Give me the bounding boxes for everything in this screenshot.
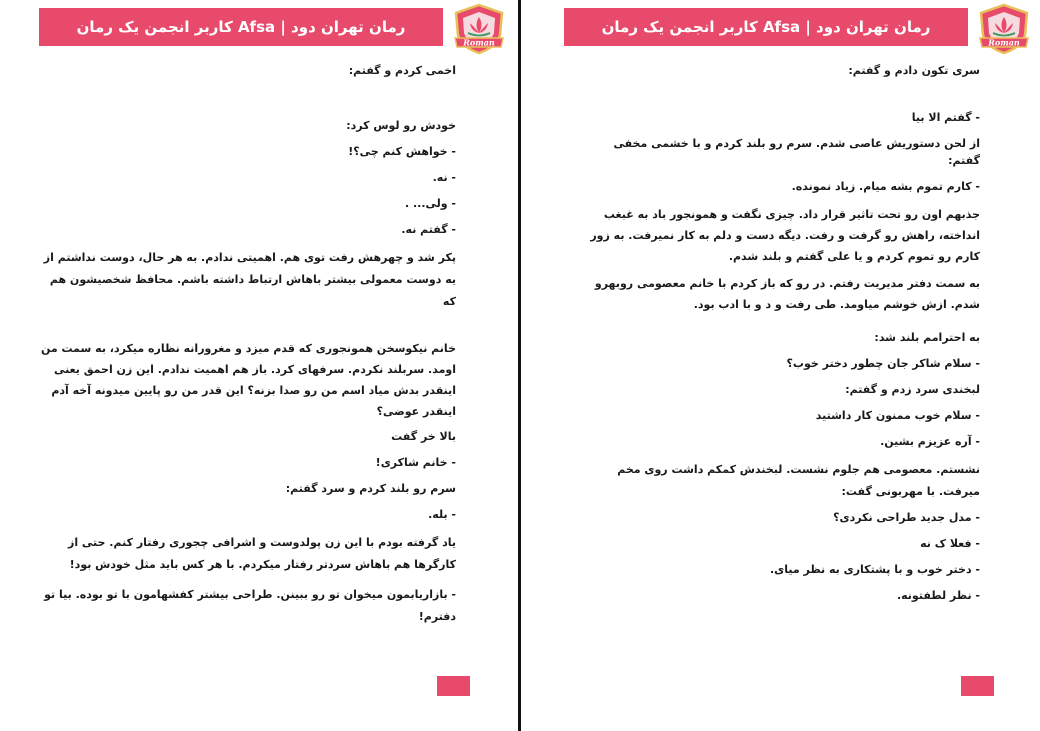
paragraph: خودش رو لوس کرد: [346, 119, 456, 132]
paragraph: - خانم شاکری! [375, 456, 456, 469]
right-page [521, 0, 1040, 731]
paragraph: جذبهم اون رو تحت تاثیر قرار داد. چیزی نگفت و همونجور باد به غبغب انداخته، راهش رو گرفت و رفت. دیگه دست و دلم به کار نمیرفت. به زور کارم رو تموم کردم و یا علی گفتم و بلند شدم. [590, 208, 980, 263]
roman-logo [977, 3, 1031, 55]
paragraph: به سمت دفتر مدیریت رفتم. در رو که باز کردم با خانم معصومی روبهرو شدم. ازش خوشم میاومد. طی رفت و د و با ادب بود. [594, 277, 980, 311]
paragraph: پکر شد و چهرهش رفت توی هم. اهمیتی ندادم. به هر حال، دوست نداشتم از یه دوست معمولی بیشتر باهاش ارتباط داشته باشم. محافظ شخصیشون هم که [43, 251, 456, 308]
paragraph: - کارم تموم بشه میام. زیاد نمونده. [791, 180, 980, 193]
paragraph: - سلام شاکر جان چطور دختر خوب؟ [786, 357, 980, 370]
paragraph: یاد گرفته بودم با این زن پولدوست و اشرافی چجوری رفتار کنم. حتی از کارگرها هم باهاش سردتر رفتار میکردم. با هر کس باید مثل خودش بود! [68, 536, 456, 571]
paragraph: - بازاریابمون میخوان تو رو ببینن. طراحی بیشتر کفشهامون با تو بوده. بیا تو دفترم! [44, 588, 456, 623]
paragraph: - نه. [432, 171, 456, 184]
paragraph: - سلام خوب ممنون کار داشتید [815, 409, 980, 422]
left-page [0, 0, 518, 731]
page-body [40, 62, 456, 628]
paragraph: اخمی کردم و گفتم: [348, 64, 456, 77]
lotus-shield-icon [977, 3, 1031, 55]
paragraph: بالا خر گفت [391, 430, 456, 443]
paragraph: - بله. [428, 508, 456, 521]
paragraph: - خواهش کنم چی؟! [348, 145, 456, 158]
page-number-badge [961, 676, 994, 696]
logo-text: Roman [988, 37, 1020, 48]
logo-text: Roman [463, 37, 495, 48]
paragraph: - آره عزیزم بشین. [880, 435, 980, 448]
paragraph: نشستم. معصومی هم جلوم نشست. لبخندش کمکم داشت روی مخم میرفت. با مهربونی گفت: [617, 463, 980, 498]
page-number-badge [437, 676, 470, 696]
paragraph: - دختر خوب و با پشتکاری به نظر میای. [769, 563, 980, 576]
paragraph [40, 87, 456, 117]
paragraph: خانم نیکوسخن همونجوری که قدم میزد و مغرورانه نظاره میکرد، به سمت من اومد. سربلند نکردم. سرفهای کرد. باز هم اهمیت ندادم. این زن احمق یعنی اینقدر بدش میاد اسم من رو صدا بزنه؟ این قدر من رو پایین میدونه آخه آدم اینقدر عوضی؟ [40, 342, 456, 418]
paragraph: - فعلا ک نه [920, 537, 980, 550]
paragraph: از لحن دستوریش عاصی شدم. سرم رو بلند کردم و با خشمی مخفی گفتم: [613, 137, 980, 167]
header-bar [39, 8, 443, 46]
paragraph: - گفتم نه. [401, 223, 456, 236]
paragraph: لبخندی سرد زدم و گفتم: [845, 383, 980, 396]
paragraph: سری تکون دادم و گفتم: [848, 64, 980, 77]
paragraph: - نظر لطفتونه. [896, 589, 980, 602]
paragraph [40, 313, 456, 338]
paragraph: به احترامم بلند شد: [874, 331, 980, 344]
paragraph [579, 87, 980, 109]
header-title: رمان تهران دود | Afsa کاربر انجمن یک رمان [601, 18, 931, 36]
lotus-shield-icon [452, 3, 506, 55]
paragraph: سرم رو بلند کردم و سرد گفتم: [285, 482, 456, 495]
paragraph: - گفتم الا بیا [911, 111, 980, 124]
paragraph [579, 315, 980, 329]
roman-logo [452, 3, 506, 55]
paragraph: - مدل جدید طراحی نکردی؟ [833, 511, 980, 524]
header-title: رمان تهران دود | Afsa کاربر انجمن یک رمان [76, 18, 406, 36]
header-bar [564, 8, 968, 46]
paragraph: - ولی... . [404, 197, 456, 210]
page-body [579, 62, 980, 604]
